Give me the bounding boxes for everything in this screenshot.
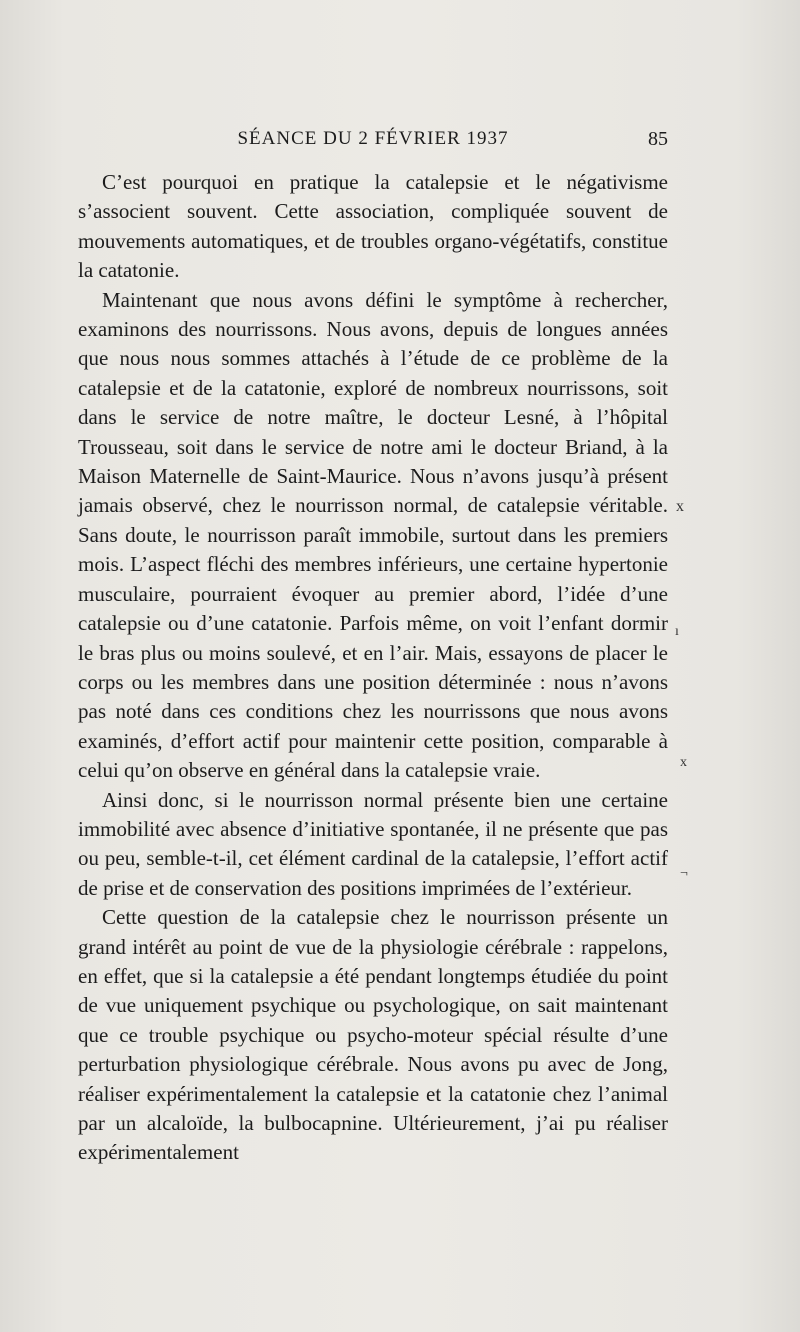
margin-mark: ı — [675, 624, 679, 639]
running-head: SÉANCE DU 2 FÉVRIER 1937 — [237, 128, 509, 149]
margin-mark: ¬ — [680, 866, 688, 881]
margin-mark: x — [676, 498, 684, 515]
page-number: 85 — [648, 128, 668, 150]
paragraph-3: Ainsi donc, si le nourrisson normal présente bien une certaine immobilité avec absence d’initiative spontanée, il ne présente que pas ou peu, semble-t-il, cet élément cardinal de la catalepsie, l’effort actif de prise et de conservation des positions imprimées de l’extérieur. — [78, 787, 668, 900]
margin-mark: x — [680, 755, 687, 770]
paragraph-1: C’est pourquoi en pratique la catalepsie et le négativisme s’associent souvent. Cette association, compliquée souvent de mouvements automatiques, et de troubles organo-végétatifs, constitue la catatonie. — [78, 170, 668, 283]
page-header — [78, 128, 668, 160]
paragraph-4: Cette question de la catalepsie chez le nourrisson présente un grand intérêt au point de vue de la physiologie cérébrale : rappelons, en effet, que si la catalepsie a été pendant longtemps étudiée du point de vue uniquement psychique ou psychologique, on sait maintenant que ce trouble psychique ou psycho-moteur spécial résulte d’une perturbation physiologique cérébrale. Nous avons pu avec de Jong, réaliser expérimentalement la catalepsie et la catatonie chez l’animal par un alcaloïde, la bulbocapnine. Ultérieurement, j’ai pu réaliser expérimentalement — [78, 905, 668, 1165]
paragraph-2: Maintenant que nous avons défini le symptôme à rechercher, examinons des nourrissons. Nous avons, depuis de longues années que nous nous sommes attachés à l’étude de ce problème de la catalepsie et de la catatonie, exploré de nombreux nourrissons, soit dans le service de notre maître, le docteur Lesné, à l’hôpital Trousseau, soit dans le service de notre ami le docteur Briand, à la Maison Maternelle de Saint-Maurice. Nous n’avons jusqu’à présent jamais observé, chez le nourrisson normal, de catalepsie véritable. Sans doute, le nourrisson paraît immobile, surtout dans les premiers mois. L’aspect fléchi des membres inférieurs, une certaine hypertonie musculaire, pourraient évoquer au premier abord, l’idée d’une catalepsie ou d’une catatonie. Parfois même, on voit l’enfant dormir le bras plus ou moins soulevé, et en l’air. Mais, essayons de placer le corps ou les membres dans une position déterminée : nous n’avons pas noté dans ces conditions chez les nourrissons que nous avons examinés, d’effort actif pour maintenir cette position, comparable à celui qu’on observe en général dans la catalepsie vraie. — [78, 287, 668, 783]
body-text — [78, 168, 668, 1168]
